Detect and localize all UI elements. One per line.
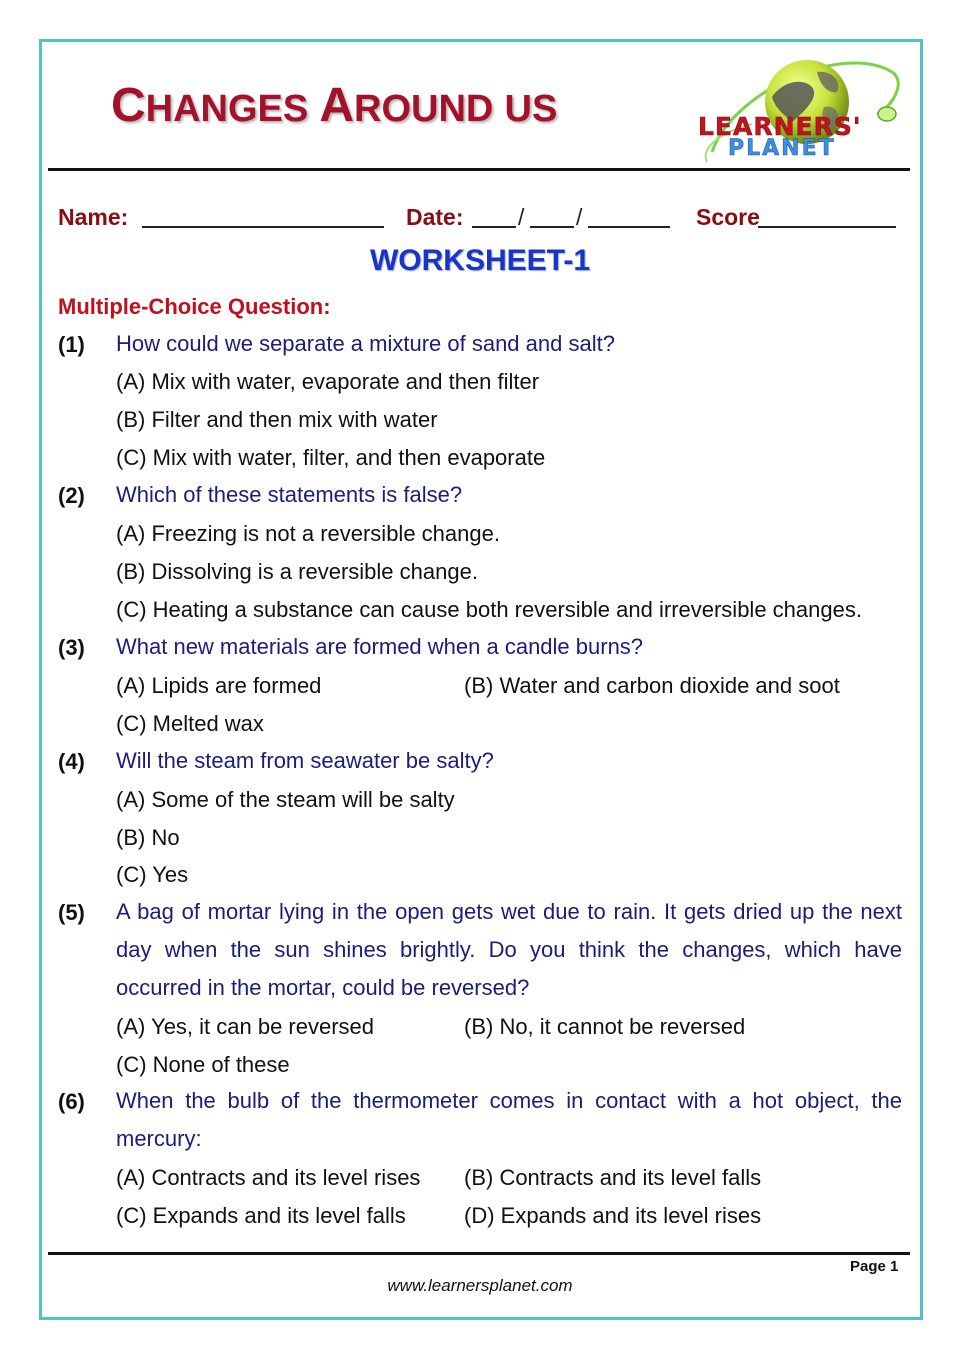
title-initial-2: A: [319, 79, 355, 132]
page-title: [111, 78, 557, 133]
option-a[interactable]: (A) Freezing is not a reversible change.: [116, 521, 500, 546]
title-rest-2: ROUND: [354, 88, 494, 130]
question-text: A bag of mortar lying in the open gets wet due to rain. It gets dried up the next day when the sun shines brightly. Do you think the changes, which have occurred in the mortar, could be reversed?: [116, 899, 902, 1000]
option-c[interactable]: (C) Mix with water, filter, and then evaporate: [116, 445, 546, 470]
question-number: (4): [58, 749, 85, 774]
option-a[interactable]: (A) Lipids are formed: [116, 673, 322, 698]
date-day-field[interactable]: [472, 204, 516, 228]
section-label: Multiple-Choice Question:: [58, 294, 331, 319]
question-text: Which of these statements is false?: [116, 482, 463, 507]
footer-divider: [48, 1252, 910, 1255]
score-label: Score: [696, 204, 760, 230]
option-a[interactable]: (A) Some of the steam will be salty: [116, 787, 455, 812]
title-initial-1: C: [111, 79, 146, 132]
option-a[interactable]: (A) Mix with water, evaporate and then filter: [116, 369, 540, 394]
page-number: Page 1: [850, 1258, 899, 1275]
option-c[interactable]: (C) Expands and its level falls: [116, 1203, 406, 1228]
option-b[interactable]: (B) Filter and then mix with water: [116, 407, 438, 432]
date-month-field[interactable]: [530, 204, 574, 228]
option-a[interactable]: (A) Yes, it can be reversed: [116, 1014, 375, 1039]
date-separator-2: /: [576, 204, 583, 230]
option-c[interactable]: (C) Heating a substance can cause both reversible and irreversible changes.: [116, 597, 862, 622]
option-b[interactable]: (B) Contracts and its level falls: [464, 1165, 762, 1190]
option-b[interactable]: (B) Water and carbon dioxide and soot: [464, 673, 840, 698]
option-c[interactable]: (C) Melted wax: [116, 711, 264, 736]
logo-text-planet: PLANET: [728, 136, 836, 161]
logo-text-learners: LEARNERS': [698, 112, 862, 141]
question-number: (1): [58, 332, 85, 357]
option-c[interactable]: (C) Yes: [116, 862, 189, 887]
learners-planet-logo: [692, 52, 908, 170]
option-b[interactable]: (B) Dissolving is a reversible change.: [116, 559, 478, 584]
question-text: How could we separate a mixture of sand and salt?: [116, 331, 615, 356]
worksheet-title: WORKSHEET-1: [369, 244, 591, 277]
date-year-field[interactable]: [588, 204, 670, 228]
question-text: When the bulb of the thermometer comes in contact with a hot object, the mercury:: [116, 1088, 902, 1151]
question-number: (6): [58, 1089, 85, 1114]
option-b[interactable]: (B) No, it cannot be reversed: [464, 1014, 746, 1039]
option-a[interactable]: (A) Contracts and its level rises: [116, 1165, 421, 1190]
option-d[interactable]: (D) Expands and its level rises: [464, 1203, 762, 1228]
title-rest-1: HANGES: [145, 88, 309, 130]
score-field[interactable]: [758, 204, 896, 228]
question-number: (5): [58, 900, 85, 925]
option-b[interactable]: (B) No: [116, 825, 180, 850]
question-text: Will the steam from seawater be salty?: [116, 748, 494, 773]
name-field[interactable]: [142, 204, 384, 228]
date-separator-1: /: [518, 204, 525, 230]
website-link[interactable]: www.learnersplanet.com: [387, 1276, 573, 1295]
name-label: Name:: [58, 204, 129, 230]
header-divider: [48, 168, 910, 171]
title-rest-3: US: [504, 88, 558, 130]
question-number: (2): [58, 483, 85, 508]
question-number: (3): [58, 635, 85, 660]
option-c[interactable]: (C) None of these: [116, 1052, 290, 1077]
question-text: What new materials are formed when a candle burns?: [116, 634, 644, 659]
date-label: Date:: [406, 204, 464, 230]
